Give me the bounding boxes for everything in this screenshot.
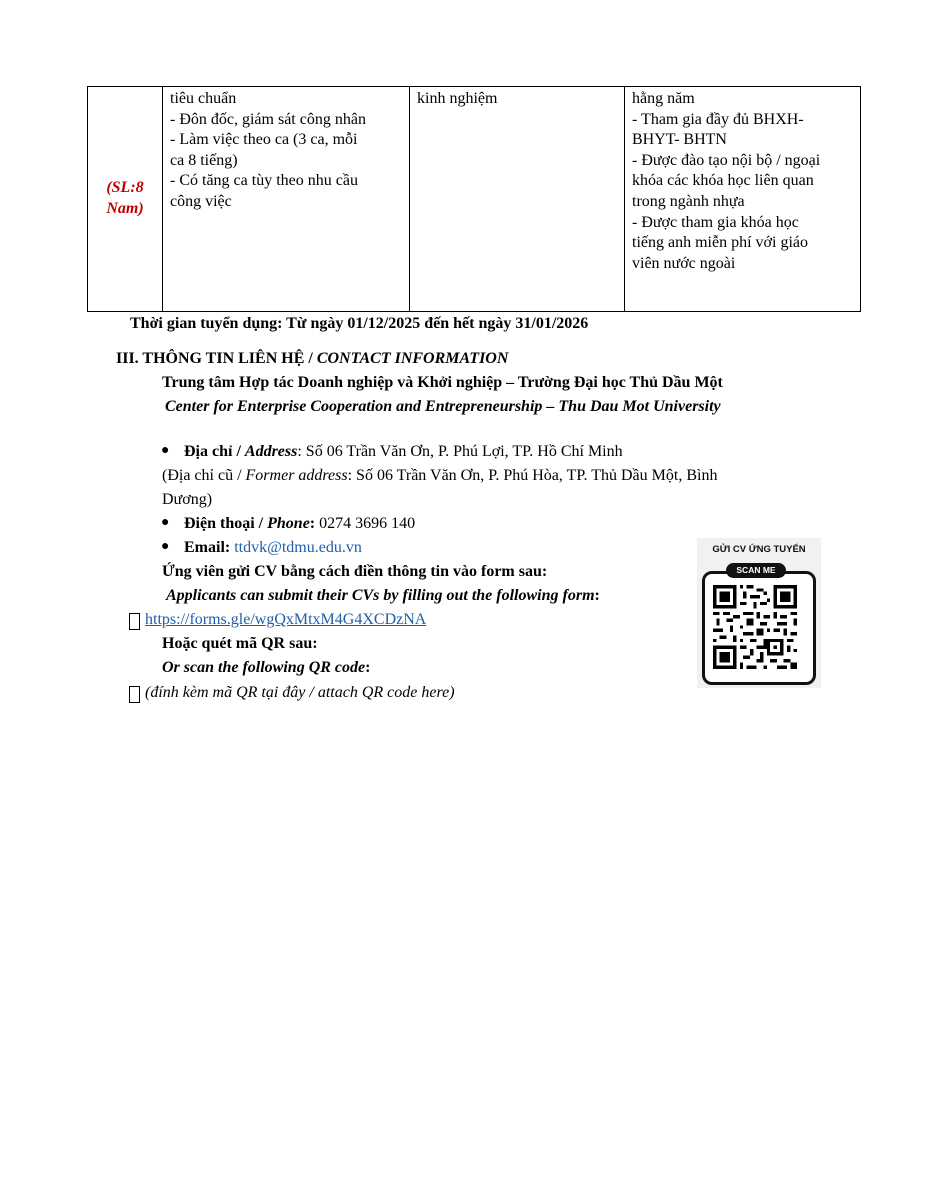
benefits-line: viên nước ngoài: [632, 254, 736, 272]
benefits-line: tiếng anh miễn phí với giáo: [632, 234, 808, 252]
address-value: : Số 06 Trần Văn Ơn, P. Phú Lợi, TP. Hồ Chí Minh: [297, 443, 623, 460]
quantity-line: (SL:8: [106, 179, 144, 197]
contact-heading-en: CONTACT INFORMATION: [316, 350, 509, 367]
description-line: - Làm việc theo ca (3 ca, mỗi: [170, 131, 358, 149]
description-line: - Có tăng ca tùy theo nhu cầu: [170, 172, 358, 190]
job-table: [87, 86, 861, 312]
benefits-line: BHYT- BHTN: [632, 131, 727, 149]
benefits-line: - Được tham gia khóa học: [632, 213, 799, 231]
quantity-cell: [88, 87, 163, 312]
description-line: tiêu chuẩn: [170, 90, 237, 107]
phone-label-en: Phone: [267, 515, 310, 532]
benefits-line: trong ngành nhựa: [632, 192, 745, 210]
checkbox-square-icon: [129, 686, 140, 703]
form-link[interactable]: https://forms.gle/wgQxMtxM4G4XCDzNA: [145, 611, 427, 628]
benefits-line: hằng năm: [632, 90, 695, 107]
qr-code-icon[interactable]: [713, 585, 797, 669]
qr-instruction-en-colon: :: [365, 659, 371, 676]
description-line: ca 8 tiếng): [170, 151, 238, 169]
organization-name-vi: Trung tâm Hợp tác Doanh nghiệp và Khởi nghiệp – Trường Đại học Thủ Dầu Một: [162, 374, 723, 391]
requirements-line: kinh nghiệm: [417, 90, 498, 107]
email-label: Email:: [184, 539, 235, 556]
requirements-cell: [410, 87, 625, 312]
bullet-icon: ●: [161, 515, 170, 530]
form-instruction-vi: Ứng viên gửi CV bằng cách điền thông tin vào form sau:: [162, 563, 548, 580]
qr-instruction-en: [162, 658, 370, 678]
organization-name-en: Center for Enterprise Cooperation and Entrepreneurship – Thu Dau Mot University: [165, 398, 721, 415]
former-address-label: Former address: [245, 467, 348, 484]
recruitment-period: Thời gian tuyển dụng: Từ ngày 01/12/2025 đến hết ngày 31/01/2026: [130, 315, 589, 332]
qr-note: (đính kèm mã QR tại đây / attach QR code here): [145, 684, 455, 701]
form-instruction-en: [166, 586, 600, 606]
contact-heading-vi: III. THÔNG TIN LIÊN HỆ /: [116, 350, 317, 367]
phone-label: Điện thoại /: [184, 515, 268, 532]
benefits-cell: [625, 87, 861, 312]
qr-card-title: GỬI CV ỨNG TUYỂN: [712, 544, 806, 555]
address-line: [184, 442, 623, 462]
contact-heading: [116, 349, 508, 369]
table-row: [88, 87, 861, 312]
former-address-value: : Số 06 Trần Văn Ơn, P. Phú Hòa, TP. Thủ Dầu Một, Bình: [347, 467, 718, 484]
benefits-line: khóa các khóa học liên quan: [632, 172, 814, 190]
form-link-line: [145, 610, 426, 630]
email-line: [184, 538, 362, 558]
email-link[interactable]: ttdvk@tdmu.edu.vn: [234, 539, 362, 556]
form-instruction-en-text: Applicants can submit their CVs by filling out the following form: [166, 587, 595, 604]
qr-instruction-vi: Hoặc quét mã QR sau:: [162, 635, 318, 652]
former-address-prefix: (Địa chỉ cũ /: [162, 467, 246, 484]
checkbox-square-icon: [129, 613, 140, 630]
description-line: - Đôn đốc, giám sát công nhân: [170, 110, 366, 128]
benefits-line: - Được đào tạo nội bộ / ngoại: [632, 151, 821, 169]
form-instruction-en-colon: :: [594, 587, 600, 604]
phone-value: 0274 3696 140: [319, 515, 416, 532]
benefits-line: - Tham gia đầy đủ BHXH-: [632, 110, 804, 128]
address-label: Địa chỉ /: [184, 443, 245, 460]
address-label-en: Address: [244, 443, 298, 460]
bullet-icon: ●: [161, 443, 170, 458]
description-cell: [163, 87, 410, 312]
qr-instruction-en-text: Or scan the following QR code: [162, 659, 366, 676]
phone-separator: :: [309, 515, 320, 532]
phone-line: [184, 514, 415, 534]
quantity-line: Nam): [106, 200, 144, 217]
former-address-line-2: Dương): [162, 491, 213, 508]
former-address-line: [162, 466, 717, 486]
description-line: công việc: [170, 192, 232, 210]
scan-me-badge: SCAN ME: [726, 563, 786, 578]
qr-card[interactable]: [697, 538, 821, 688]
bullet-icon: ●: [161, 539, 170, 554]
